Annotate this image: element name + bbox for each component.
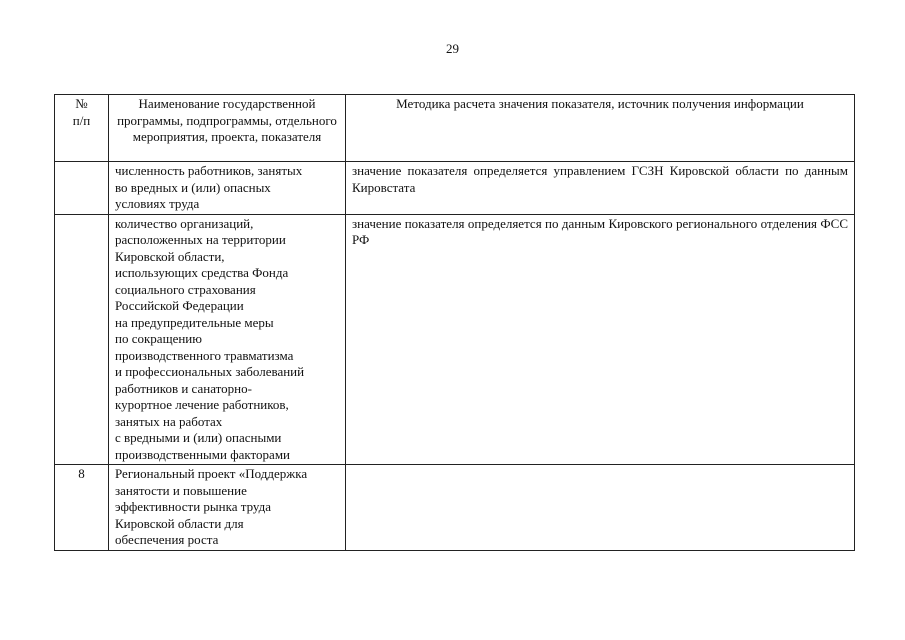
row-name-line: на предупредительные меры: [115, 314, 274, 330]
row-name-cell: [109, 465, 346, 551]
row-num-cell: [55, 162, 109, 215]
row-name-line: и профессиональных заболеваний: [115, 364, 305, 379]
row-name-line: Российской Федерации: [115, 298, 244, 313]
row-name-line: работников и санаторно-: [115, 380, 252, 396]
row-method-cell: [346, 465, 855, 551]
row-num: 8: [78, 466, 85, 481]
row-name-line: производственными факторами: [115, 446, 291, 462]
row-method: значение показателя определяется по данным Кировского регионального отделения ФСС РФ: [352, 215, 848, 247]
table-row: [55, 214, 855, 465]
row-name-line: во вредных и (или) опасных: [115, 179, 271, 195]
row-name-cell: [109, 162, 346, 215]
row-name-line: условиях труда: [115, 196, 200, 211]
row-num-cell: [55, 465, 109, 551]
row-name-line: занятых на работах: [115, 413, 223, 429]
row-name-line: численность работников, занятых: [115, 163, 303, 178]
header-num-cell: [55, 95, 109, 162]
header-name: Наименование государственной программы, подпрограммы, отдельного мероприятия, проекта, показателя: [117, 96, 337, 144]
row-method-cell: [346, 162, 855, 215]
header-method-cell: [346, 95, 855, 162]
table-header-row: [55, 95, 855, 162]
row-name-line: Кировской области,: [115, 248, 225, 264]
row-name-line: социального страхования: [115, 281, 256, 297]
table-row: [55, 465, 855, 551]
row-name-line: эффективности рынка труда: [115, 499, 271, 514]
row-name-line: курортное лечение работников,: [115, 397, 289, 412]
header-name-cell: [109, 95, 346, 162]
row-name-line: расположенных на территории: [115, 232, 286, 247]
row-name-line: количество организаций,: [115, 215, 254, 231]
indicator-table: [54, 94, 855, 551]
row-name-cell: [109, 214, 346, 465]
row-name-line: с вредными и (или) опасными: [115, 430, 282, 445]
row-name-line: использующих средства Фонда: [115, 265, 289, 280]
row-method-cell: [346, 214, 855, 465]
row-name-line: обеспечения роста: [115, 532, 219, 547]
row-name-line: производственного травматизма: [115, 347, 294, 363]
table-row: [55, 162, 855, 215]
row-method: значение показателя определяется управлением ГСЗН Кировской области по данным Кировстата: [352, 163, 848, 195]
row-name-line: Кировской области для: [115, 515, 244, 531]
page-number: 29: [446, 41, 459, 56]
row-num-cell: [55, 214, 109, 465]
row-name-line: занятости и повышение: [115, 482, 247, 498]
row-name-line: по сокращению: [115, 331, 202, 346]
header-num: № п/п: [72, 96, 91, 128]
row-name-line: Региональный проект «Поддержка: [115, 466, 308, 481]
header-method: Методика расчета значения показателя, источник получения информации: [396, 96, 804, 111]
